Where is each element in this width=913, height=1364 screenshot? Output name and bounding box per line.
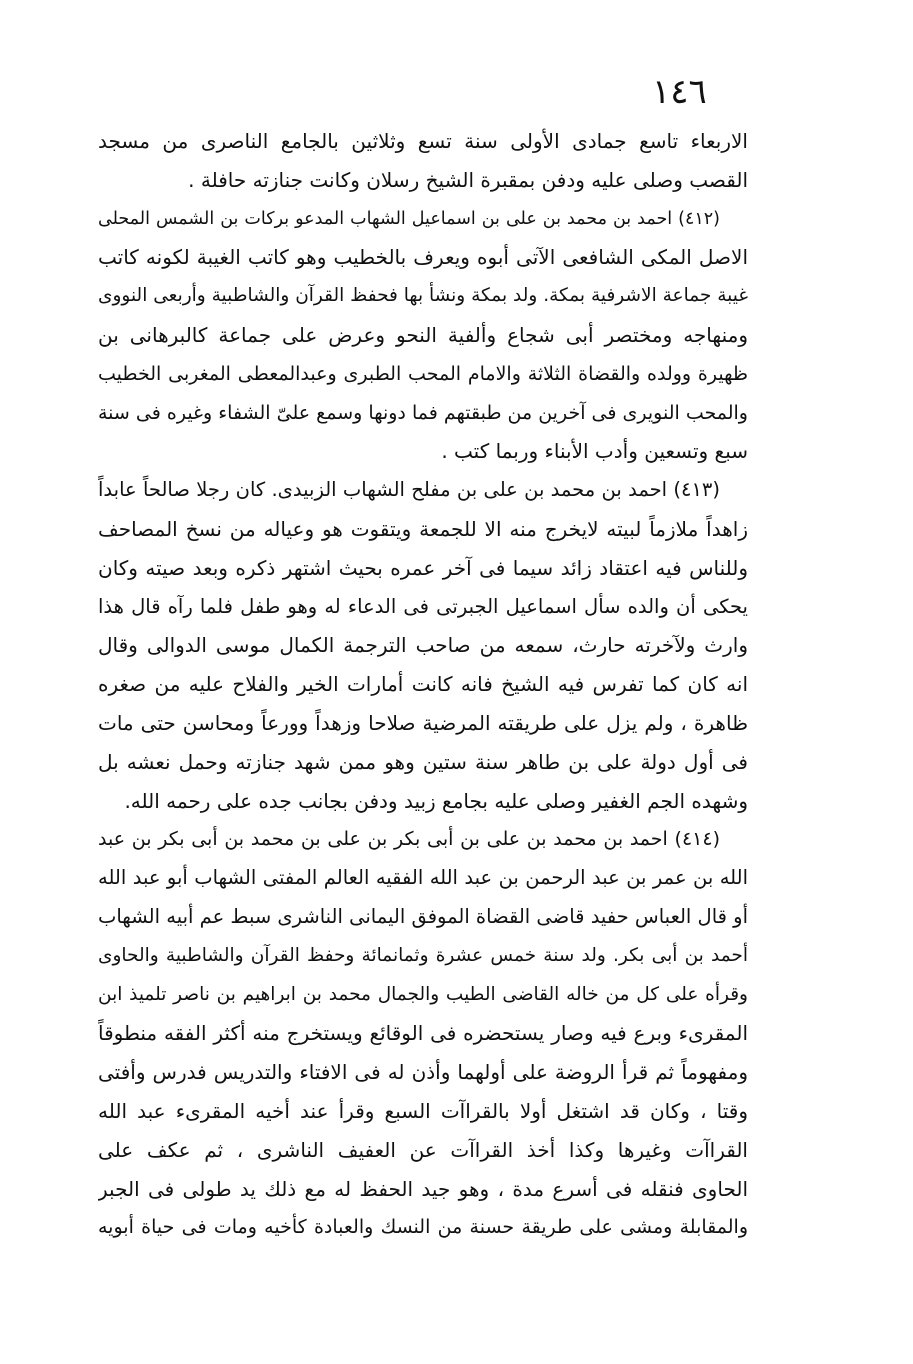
- text-line: زاهداً ملازماً لبيته لايخرج منه الا للجمعة ويتقوت هو وعياله من نسخ المصاحف: [98, 516, 748, 541]
- text-line: ظاهرة ، ولم يزل على طريقته المرضية صلاحا وزهداً وورعاً ومحاسن حتى مات: [98, 710, 748, 735]
- text-line: أو قال العباس حفيد قاضى القضاة الموفق اليمانى الناشرى سبط عم أبيه الشهاب: [98, 904, 748, 928]
- page-number: ١٤٦: [652, 72, 707, 112]
- text-line: ومفهوماً ثم قرأ الروضة على أولهما وأذن له فى الافتاء والتدريس فدرس وأفتى: [98, 1060, 748, 1085]
- text-line: سبع وتسعين وأدب الأبناء وربما كتب .: [441, 439, 748, 464]
- text-line: والمقابلة ومشى على طريقة حسنة من النسك والعبادة كأخيه ومات فى حياة أبويه: [98, 1216, 748, 1239]
- text-line: ظهيرة وولده والقضاة الثلاثة والامام المحب الطبرى وعبدالمعطى المغربى الخطيب: [98, 362, 748, 385]
- text-line: وشهده الجم الغفير وصلى عليه بجامع زبيد ودفن بجانب جده على رحمه الله.: [124, 788, 748, 813]
- text-line: الاصل المكى الشافعى الآتى أبوه ويعرف بالخطيب وهو كاتب الغيبة لكونه كاتب: [98, 245, 748, 270]
- text-line: غيبة جماعة الاشرفية بمكة. ولد بمكة ونشأ بها فحفظ القرآن والشاطبية وأربعى النووى: [98, 285, 748, 307]
- text-line: يحكى أن والده سأل اسماعيل الجبرتى فى الدعاء له وهو طفل فلما رآه قال هذا: [98, 594, 748, 618]
- text-line: (٤١٢) احمد بن محمد بن على بن اسماعيل الشهاب المدعو بركات بن الشمس المحلى: [98, 208, 720, 229]
- text-line: انه كان كما تفرس فيه الشيخ فانه كانت أمارات الخير والفلاح عليه من صغره: [98, 672, 748, 697]
- text-line: القراآت وغيرها وكذا أخذ القراآت عن العفيف الناشرى ، ثم عكف على: [98, 1137, 748, 1162]
- text-line: (٤١٤) احمد بن محمد بن على بن أبى بكر بن على بن محمد بن أبى بكر بن عبد: [98, 828, 720, 851]
- text-line: أحمد بن أبى بكر. ولد سنة خمس عشرة وثمانمائة وحفظ القرآن والشاطبية والحاوى: [98, 944, 748, 966]
- text-line: القصب وصلى عليه ودفن بمقبرة الشيخ رسلان وكانت جنازته حافلة .: [188, 167, 748, 192]
- text-line: ومنهاجه ومختصر أبى شجاع وألفية النحو وعرض على جماعة كالبرهانى بن: [98, 322, 748, 347]
- text-line: وللناس فيه اعتقاد زائد سيما فى آخر عمره بحيث اشتهر ذكره وبعد صيته وكان: [98, 555, 748, 580]
- arabic-text-block: [98, 122, 748, 1247]
- text-line: وارث ولآخرته حارث، سمعه من صاحب الترجمة الكمال موسى الدوالى وقال: [98, 633, 748, 658]
- text-line: الاربعاء تاسع جمادى الأولى سنة تسع وثلاثين بالجامع الناصرى من مسجد: [98, 129, 748, 153]
- text-line: والمحب النويرى فى آخرين من طبقتهم فما دونها وسمع علىّ الشفاء وغيره فى سنة: [98, 401, 748, 424]
- text-line: الحاوى فنقله فى أسرع مدة ، وهو جيد الحفظ له مع ذلك يد طولى فى الجبر: [98, 1176, 748, 1201]
- text-line: وقرأه على كل من خاله القاضى الطيب والجمال محمد بن ابراهيم بن ناصر تلميذ ابن: [98, 983, 748, 1005]
- text-line: الله بن عمر بن عبد الرحمن بن عبد الله الفقيه العالم المفتى الشهاب أبو عبد الله: [98, 866, 748, 890]
- text-line: (٤١٣) احمد بن محمد بن على بن مفلح الشهاب الزبيدى. كان رجلا صالحاً عابداً: [98, 478, 720, 502]
- text-line: وقتا ، وكان قد اشتغل أولا بالقراآت السبع وقرأ عند أخيه المقرىء عبد الله: [98, 1098, 748, 1123]
- text-line: فى أول دولة على بن طاهر سنة ستين وهو ممن شهد جنازته وحمل نعشه بل: [98, 749, 748, 774]
- text-line: المقرىء وبرع فيه وصار يستحضره فى الوقائع ويستخرج منه أكثر الفقه منطوقاً: [98, 1021, 748, 1046]
